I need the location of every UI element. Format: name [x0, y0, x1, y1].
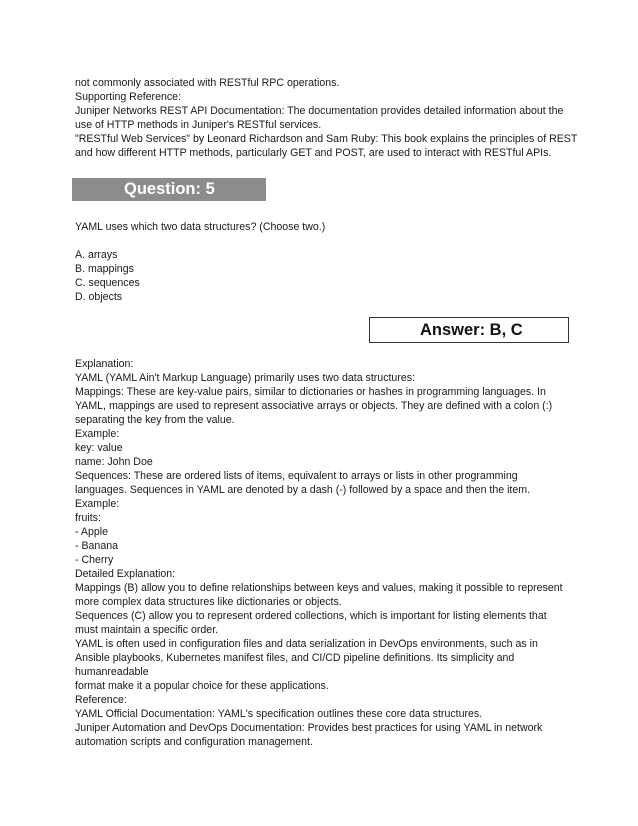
text-line: Mappings (B) allow you to define relationships between keys and values, making it possible to represent: [75, 582, 563, 594]
text-line: not commonly associated with RESTful RPC operations.: [75, 77, 340, 89]
option-c: C. sequences: [75, 277, 140, 289]
question-text: [75, 220, 575, 234]
text-line: more complex data structures like dictionaries or objects.: [75, 596, 342, 608]
text-line: name: John Doe: [75, 456, 153, 468]
text-line: Juniper Networks REST API Documentation: The documentation provides detailed information about the: [75, 105, 564, 117]
answer-label: Answer: B, C: [420, 321, 523, 339]
text-line: key: value: [75, 442, 123, 454]
text-line: "RESTful Web Services" by Leonard Richardson and Sam Ruby: This book explains the principles of REST: [75, 133, 578, 145]
text-line: languages. Sequences in YAML are denoted by a dash (-) followed by a space and then the item.: [75, 484, 531, 496]
answer-box: [369, 317, 569, 343]
text-line: Example:: [75, 428, 120, 440]
text-line: Detailed Explanation:: [75, 568, 176, 580]
text-line: - Banana: [75, 540, 118, 552]
text-line: Mappings: These are key-value pairs, similar to dictionaries or hashes in programming languages. In: [75, 386, 546, 398]
question-banner: [72, 178, 266, 201]
text-line: Juniper Automation and DevOps Documentation: Provides best practices for using YAML in network: [75, 722, 543, 734]
text-line: - Cherry: [75, 554, 114, 566]
text-line: Sequences (C) allow you to represent ordered collections, which is important for listing elements that: [75, 610, 547, 622]
intro-text: [75, 76, 578, 160]
text-line: and how different HTTP methods, particularly GET and POST, are used to interact with RESTful APIs.: [75, 147, 552, 159]
explanation-text: [75, 357, 575, 749]
text-line: - Apple: [75, 526, 108, 538]
text-line: fruits:: [75, 512, 101, 524]
text-line: YAML Official Documentation: YAML's specification outlines these core data structures.: [75, 708, 483, 720]
text-line: use of HTTP methods in Juniper's RESTful services.: [75, 119, 322, 131]
text-line: YAML is often used in configuration files and data serialization in DevOps environments, such as in: [75, 638, 538, 650]
option-a: A. arrays: [75, 249, 118, 261]
option-d: D. objects: [75, 291, 123, 303]
option-b: B. mappings: [75, 263, 134, 275]
text-line: Explanation:: [75, 358, 134, 370]
text-line: Example:: [75, 498, 120, 510]
text-line: must maintain a specific order.: [75, 624, 219, 636]
question-options: [75, 248, 575, 304]
text-line: YAML, mappings are used to represent associative arrays or objects. They are defined with a colon (:): [75, 400, 553, 412]
text-line: format make it a popular choice for these applications.: [75, 680, 329, 692]
text-line: Supporting Reference:: [75, 91, 182, 103]
question-prompt: YAML uses which two data structures? (Choose two.): [75, 221, 326, 233]
question-title: Question: 5: [124, 180, 215, 198]
text-line: Ansible playbooks, Kubernetes manifest files, and CI/CD pipeline definitions. Its simplicity and: [75, 652, 515, 664]
text-line: separating the key from the value.: [75, 414, 235, 426]
text-line: YAML (YAML Ain't Markup Language) primarily uses two data structures:: [75, 372, 415, 384]
text-line: Reference:: [75, 694, 127, 706]
text-line: automation scripts and configuration management.: [75, 736, 313, 748]
text-line: humanreadable: [75, 666, 149, 678]
text-line: Sequences: These are ordered lists of items, equivalent to arrays or lists in other programming: [75, 470, 518, 482]
